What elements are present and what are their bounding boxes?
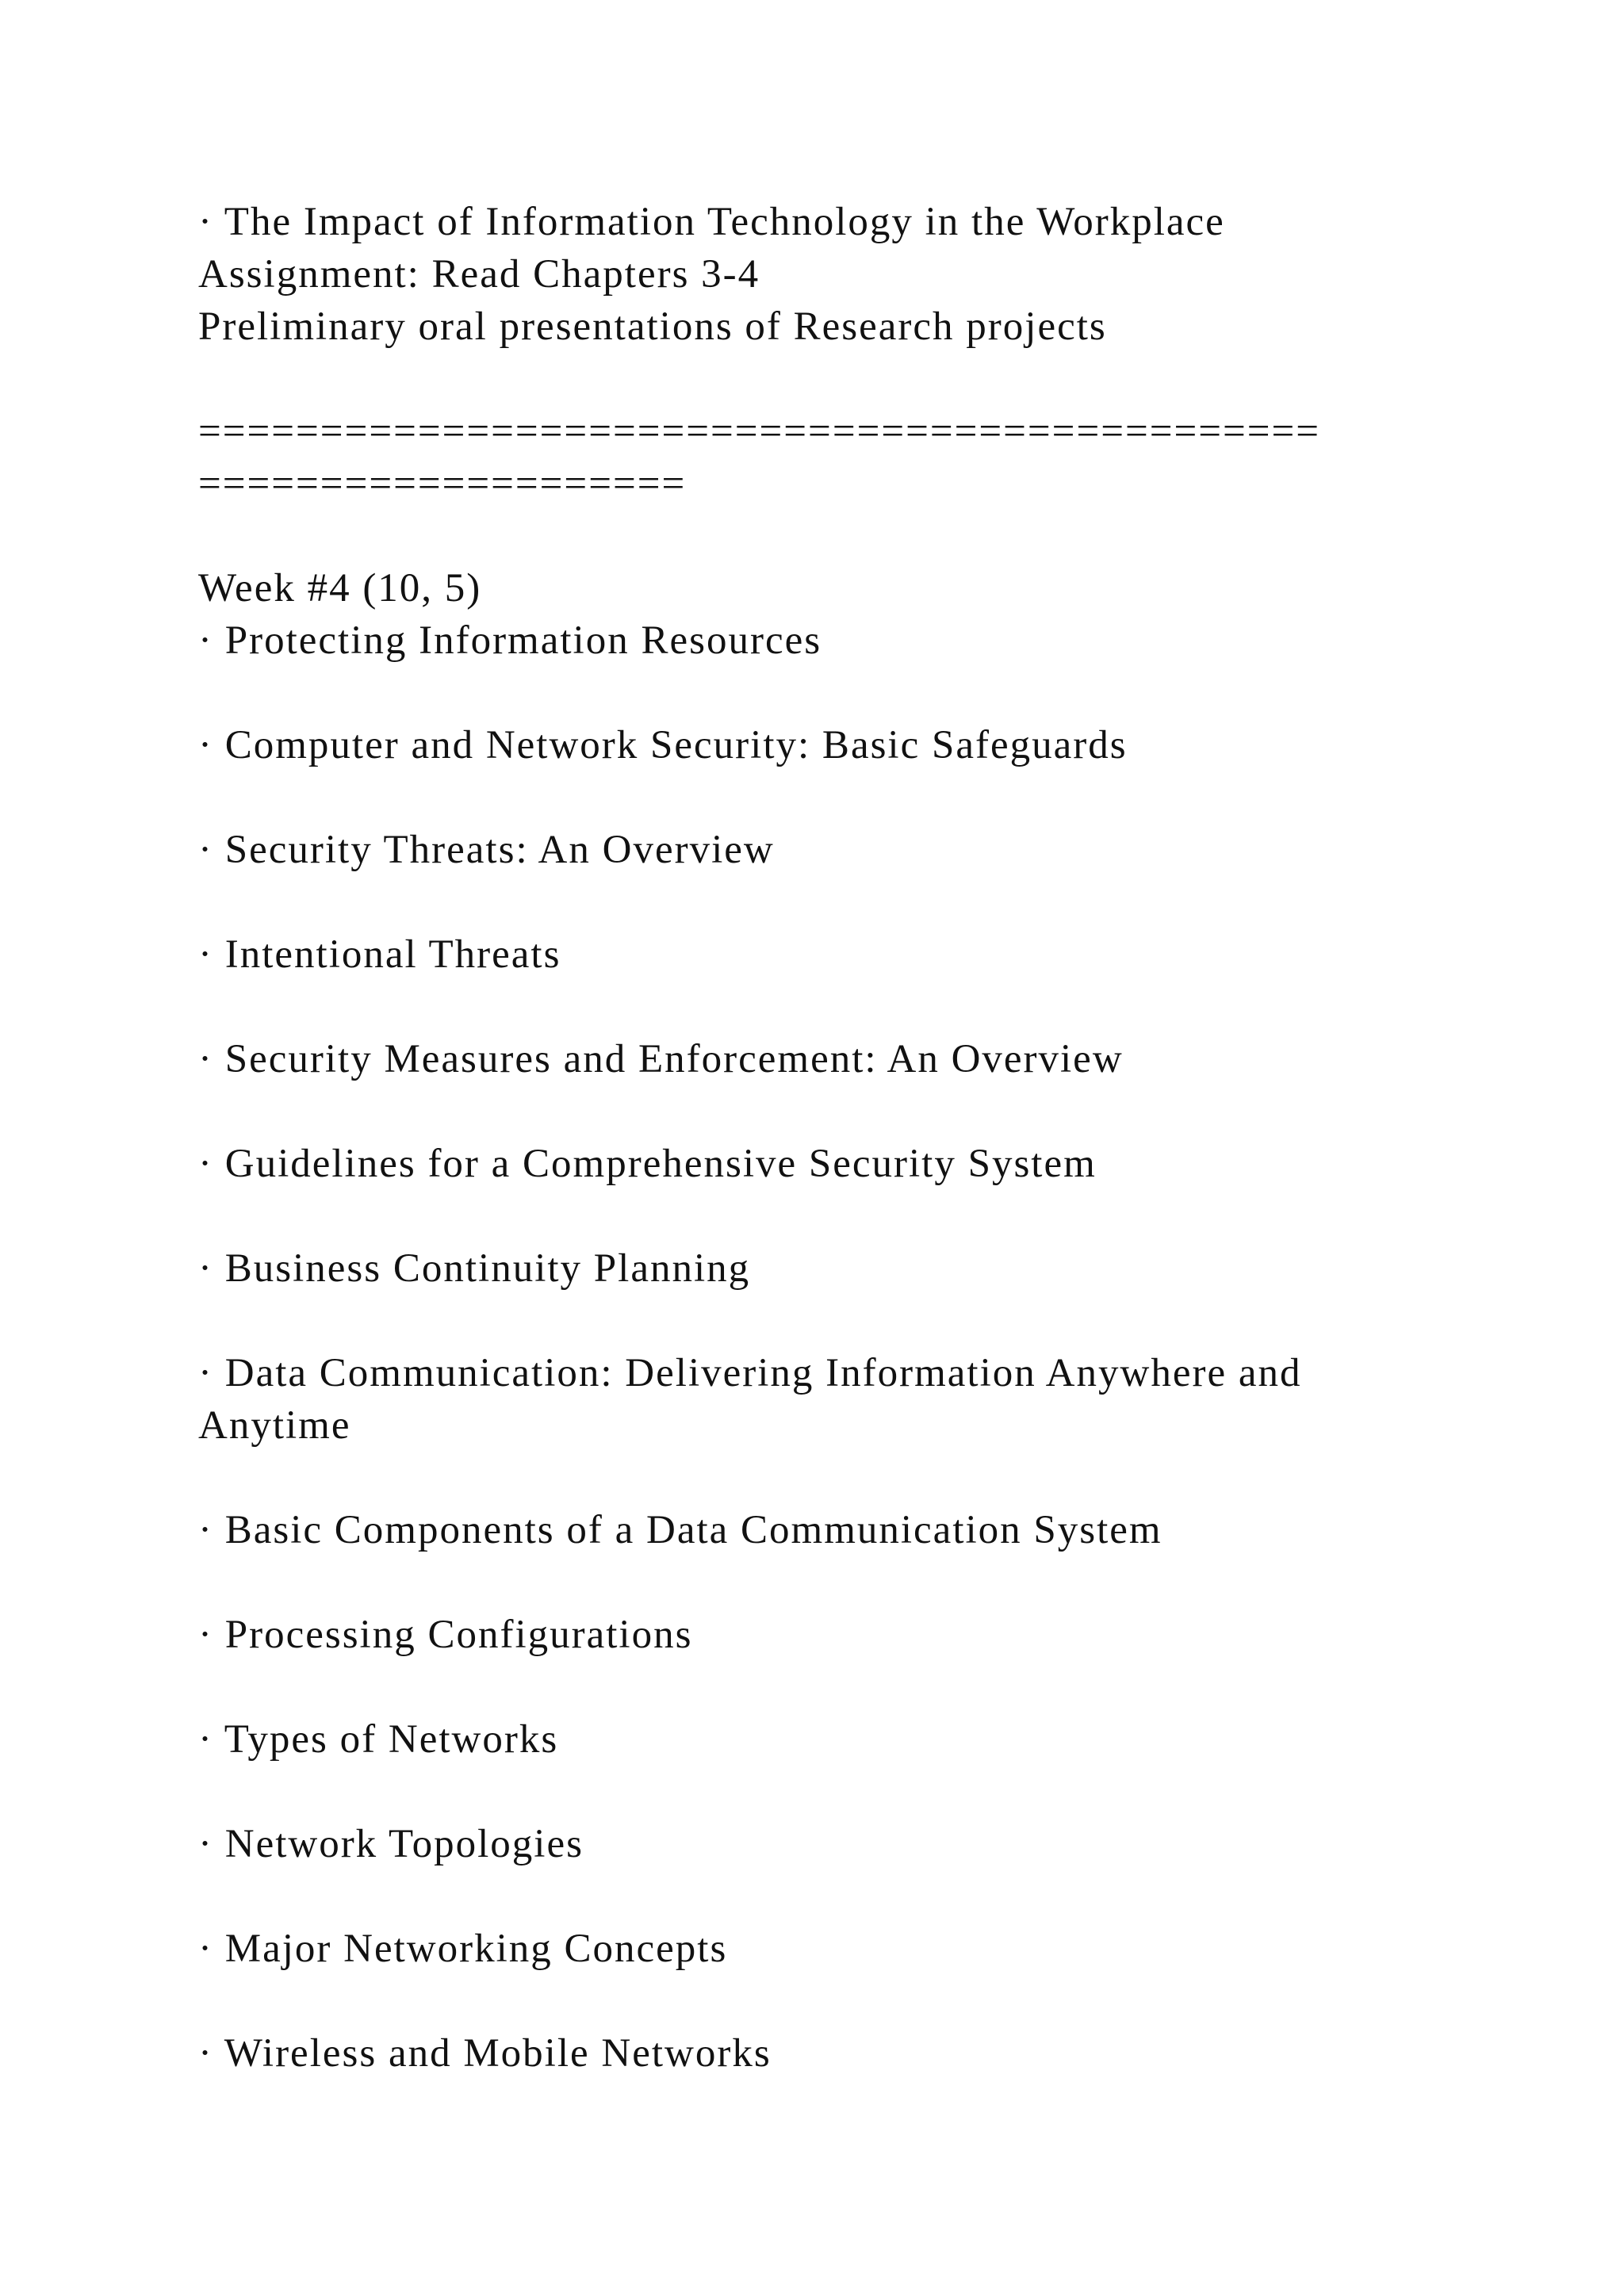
list-item: · Business Continuity Planning — [198, 1246, 751, 1291]
list-item: · Security Threats: An Overview — [198, 828, 775, 872]
week-heading: Week #4 (10, 5) — [198, 566, 482, 610]
list-item: · Security Measures and Enforcement: An Overview — [198, 1037, 1124, 1081]
bullet-impact-of-it: · The Impact of Information Technology in the Workplace — [198, 200, 1225, 244]
assignment-line: Assignment: Read Chapters 3-4 — [198, 252, 760, 297]
list-item: · Major Networking Concepts — [198, 1927, 728, 1971]
divider-line-2: ==================== — [198, 461, 687, 506]
list-item: · Data Communication: Delivering Information Anywhere and — [198, 1351, 1302, 1395]
list-item: · Types of Networks — [198, 1717, 559, 1762]
list-item-continuation: Anytime — [198, 1403, 351, 1448]
list-item: · Computer and Network Security: Basic Safeguards — [198, 723, 1128, 767]
list-item: · Guidelines for a Comprehensive Security System — [198, 1142, 1097, 1186]
list-item: · Network Topologies — [198, 1822, 584, 1866]
list-item: · Intentional Threats — [198, 932, 561, 977]
list-item: · Basic Components of a Data Communication System — [198, 1508, 1162, 1552]
list-item: · Protecting Information Resources — [198, 618, 822, 663]
presentations-line: Preliminary oral presentations of Research projects — [198, 304, 1107, 349]
list-item: · Wireless and Mobile Networks — [198, 2031, 772, 2076]
divider-line-1: ============================================== — [198, 409, 1321, 453]
list-item: · Processing Configurations — [198, 1613, 693, 1657]
